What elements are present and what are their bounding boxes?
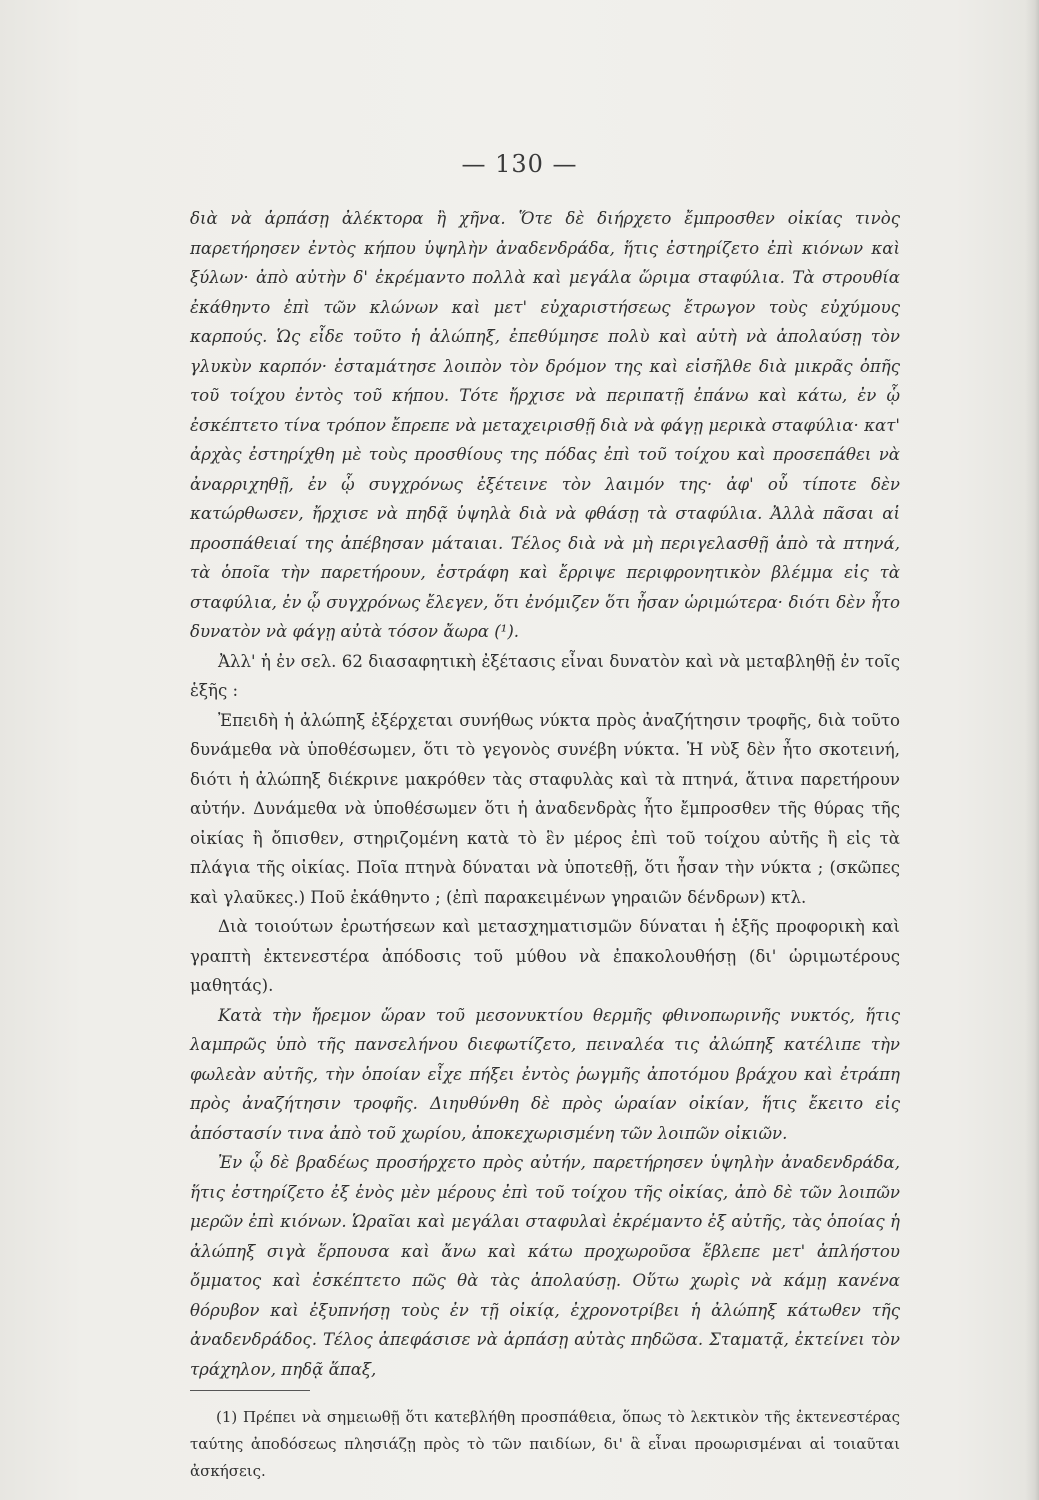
paragraph-block [190,647,900,1001]
footnote-divider [190,1390,310,1391]
paragraph-block [190,1001,900,1385]
paragraph-block [190,204,900,647]
body-text [190,204,900,1384]
paragraph-3: Ἐπειδὴ ἡ ἀλώπηξ ἐξέρχεται συνήθως νύκτα πρὸς ἀναζήτησιν τροφῆς, διὰ τοῦτο δυνάμεθα νὰ ὑποθέσωμεν, ὅτι τὸ γεγονὸς συνέβη νύκτα. Ἡ νὺξ δὲν ἦτο σκοτεινή, διότι ἡ ἀλώπηξ διέκρινε μακρόθεν τὰς σταφυλὰς καὶ τὰ πτηνά, ἅτινα παρετήρουν αὐτήν. Δυνάμεθα νὰ ὑποθέσωμεν ὅτι ἡ ἀναδενδρὰς ἦτο ἔμπροσθεν τῆς θύρας τῆς οἰκίας ἢ ὄπισθεν, στηριζομένη κατὰ τὸ ἓν μέρος ἐπὶ τοῦ τοίχου αὐτῆς ἢ εἰς τὰ πλάγια τῆς οἰκίας. Ποῖα πτηνὰ δύναται νὰ ὑποτεθῇ, ὅτι ἦσαν τὴν νύκτα ; (σκῶπες καὶ γλαῦκες.) Ποῦ ἐκάθηντο ; (ἐπὶ παρακειμένων γηραιῶν δένδρων) κτλ. [190,710,900,907]
page-number: — 130 — [461,150,578,178]
paragraph-6: Ἐν ᾧ δὲ βραδέως προσήρχετο πρὸς αὐτήν, παρετήρησεν ὑψηλὴν ἀναδενδράδα, ἥτις ἐστηρίζετο ἐξ ἑνὸς μὲν μέρους ἐπὶ τοῦ τοίχου τῆς οἰκίας, ἀπὸ δὲ τῶν λοιπῶν μερῶν ἐπὶ κιόνων. Ὡραῖαι καὶ μεγάλαι σταφυλαὶ ἐκρέμαντο ἐξ αὐτῆς, τὰς ὁποίας ἡ ἀλώπηξ σιγὰ ἕρπουσα καὶ ἄνω καὶ κάτω προχωροῦσα ἔβλεπε μετ' ἀπλήστου ὄμματος καὶ ἐσκέπτετο πῶς θὰ τὰς ἀπολαύσῃ. Οὕτω χωρὶς νὰ κάμῃ κανένα θόρυβον καὶ ἐξυπνήσῃ τοὺς ἐν τῇ οἰκίᾳ, ἐχρονοτρίβει ἡ ἀλώπηξ κάτωθεν τῆς ἀναδενδράδος. Τέλος ἀπεφάσισε νὰ ἁρπάσῃ αὐτὰς πηδῶσα. Σταματᾷ, ἐκτείνει τὸν τράχηλον, πηδᾷ ἅπαξ, [190,1153,900,1379]
paragraph-1: διὰ νὰ ἁρπάσῃ ἀλέκτορα ἢ χῆνα. Ὅτε δὲ διήρχετο ἔμπροσθεν οἰκίας τινὸς παρετήρησεν ἐντὸς κήπου ὑψηλὴν ἀναδενδράδα, ἥτις ἐστηρίζετο ἐπὶ κιόνων καὶ ξύλων· ἀπὸ αὐτὴν δ' ἐκρέμαντο πολλὰ καὶ μεγάλα ὥριμα σταφύλια. Τὰ στρουθία ἐκάθηντο ἐπὶ τῶν κλώνων καὶ μετ' εὐχαριστήσεως ἔτρωγον τοὺς εὐχύμους καρπούς. Ὡς εἶδε τοῦτο ἡ ἀλώπηξ, ἐπεθύμησε πολὺ καὶ αὐτὴ νὰ ἀπολαύσῃ τὸν γλυκὺν καρπόν· ἐσταμάτησε λοιπὸν τὸν δρόμον της καὶ εἰσῆλθε διὰ μικρᾶς ὀπῆς τοῦ τοίχου ἐντὸς τοῦ κήπου. Τότε ἤρχισε νὰ περιπατῇ ἐπάνω καὶ κάτω, ἐν ᾧ ἐσκέπτετο τίνα τρόπον ἔπρεπε νὰ μεταχειρισθῇ διὰ νὰ φάγῃ μερικὰ σταφύλια· κατ' ἀρχὰς ἐστηρίχθη μὲ τοὺς προσθίους της πόδας ἐπὶ τοῦ τοίχου καὶ προσεπάθει νὰ ἀναρριχηθῇ, ἐν ᾧ συγχρόνως ἐξέτεινε τὸν λαιμόν της· ἀφ' οὗ τίποτε δὲν κατώρθωσεν, ἤρχισε νὰ πηδᾷ ὑψηλὰ διὰ νὰ φθάσῃ τὰ σταφύλια. Ἀλλὰ πᾶσαι αἱ προσπάθειαί της ἀπέβησαν μάταιαι. Τέλος διὰ νὰ μὴ περιγελασθῇ ἀπὸ τὰ πτηνά, τὰ ὁποῖα τὴν παρετήρουν, ἐστράφη καὶ ἔρριψε περιφρονητικὸν βλέμμα εἰς τὰ σταφύλια, ἐν ᾧ συγχρόνως ἔλεγεν, ὅτι ἐνόμιζεν ὅτι ἦσαν ὡριμώτερα· διότι δὲν ἦτο δυνατὸν νὰ φάγῃ αὐτὰ τόσον ἄωρα (¹). [190,209,900,641]
footnote-text: (1) Πρέπει νὰ σημειωθῇ ὅτι κατεβλήθη προσπάθεια, ὅπως τὸ λεκτικὸν τῆς ἐκτενεστέρας ταύτης ἀποδόσεως πλησιάζῃ πρὸς τὸ τῶν παιδίων, δι' ἃ εἶναι προωρισμέναι αἱ τοιαῦται ἀσκήσεις. [190,1408,900,1480]
page-edge-shadow [1025,0,1039,1500]
footnote [190,1404,900,1485]
paragraph-5: Κατὰ τὴν ἤρεμον ὥραν τοῦ μεσονυκτίου θερμῆς φθινοπωρινῆς νυκτός, ἥτις λαμπρῶς ὑπὸ τῆς πανσελήνου διεφωτίζετο, πειναλέα τις ἀλώπηξ κατέλιπε τὴν φωλεὰν αὐτῆς, τὴν ὁποίαν εἶχε πήξει ἐντὸς ῥωγμῆς ἀποτόμου βράχου καὶ ἐτράπη πρὸς ἀναζήτησιν τροφῆς. Διηυθύνθη δὲ πρὸς ὡραίαν οἰκίαν, ἥτις ἔκειτο εἰς ἀπόστασίν τινα ἀπὸ τοῦ χωρίου, ἀποκεχωρισμένη τῶν λοιπῶν οἰκιῶν. [190,1005,900,1143]
paragraph-2: Ἀλλ' ἡ ἐν σελ. 62 διασαφητικὴ ἐξέτασις εἶναι δυνατὸν καὶ νὰ μεταβληθῇ ἐν τοῖς ἑξῆς : [190,651,900,700]
paragraph-4: Διὰ τοιούτων ἐρωτήσεων καὶ μετασχηματισμῶν δύναται ἡ ἑξῆς προφορικὴ καὶ γραπτὴ ἐκτενεστέρα ἀπόδοσις τοῦ μύθου νὰ ἐπακολουθήσῃ (δι' ὡριμωτέρους μαθητάς). [190,917,900,995]
